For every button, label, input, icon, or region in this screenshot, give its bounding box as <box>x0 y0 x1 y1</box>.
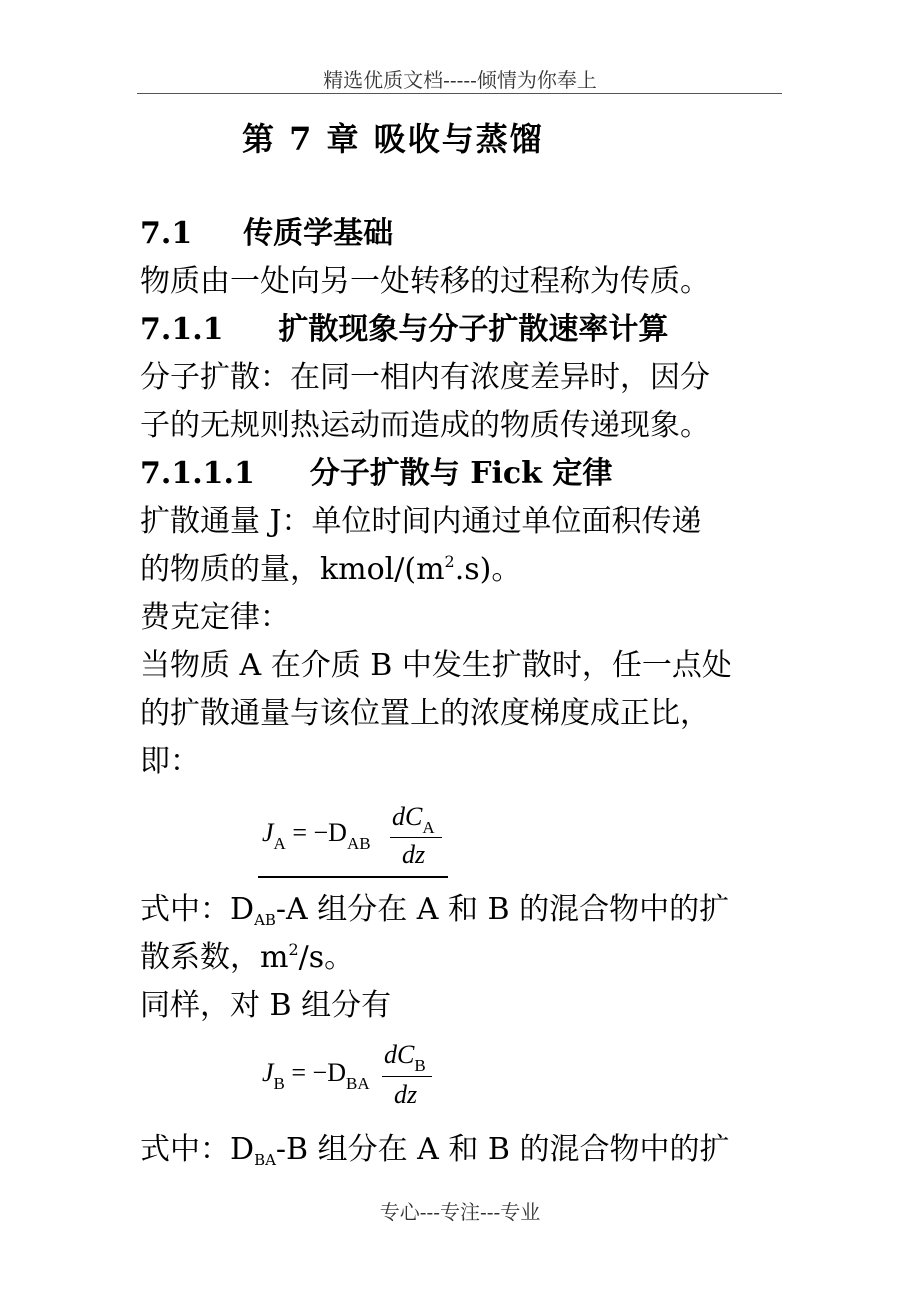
paragraph-5-line-1: 当物质 A 在介质 B 中发生扩散时，任一点处 <box>140 648 732 683</box>
paragraph-3-line-2: 的物质的量，kmol/$(m^2.s)$。 <box>140 552 522 587</box>
fraction-bar <box>382 1076 432 1077</box>
superscript: 2 <box>444 552 455 571</box>
document-page: 精选优质文档-----倾情为你奉上 第 7 章 吸收与蒸馏 7.1 传质学基础 物质由一处向另一处转移的过程称为传质。 7.1.1 扩散现象与分子扩散速率计算 分子扩散：在同一相内有浓度差异时，因分 子的无规则热运动而造成的物质传递现象。 7.1.1.1 分子扩散与 Fick 定律 扩散通量 J：单位时间内通过单位面积传递 的物质的量，kmol/$(m^2.s)$。 费克定律： 当物质 A 在介质 B 中发生扩散时，任一点处 的扩散通量与该位置上的浓度梯度成正比， 即： $J_A = -D_{AB}$ $dC_A$ dz 式中：$D_{AB}-A$ 组分在 A 和 B 的混合物中的扩 散系数，$m^2/s$。 同样，对 B 组分有 $J_B = -D_{BA}$ $dC_B$ dz 式中：$D_{BA}-B$ 组分在 A 和 B 的混合物中的扩 专心---专注---专业 <box>0 0 920 1302</box>
page-footer: 专心---专注---专业 <box>379 1200 541 1224</box>
section-title: 分子扩散与 Fick 定律 <box>309 456 613 491</box>
section-number: 7.1 <box>140 216 193 251</box>
superscript: 2 <box>288 940 299 959</box>
paragraph-7: 同样，对 B 组分有 <box>140 988 392 1023</box>
paragraph-5-line-2: 的扩散通量与该位置上的浓度梯度成正比， <box>140 696 710 731</box>
section-number: 7.1.1 <box>140 312 224 347</box>
formula-underline <box>258 876 448 878</box>
page-header: 精选优质文档-----倾情为你奉上 <box>323 68 597 92</box>
paragraph-5-line-3: 即： <box>140 744 200 779</box>
paragraph-6-line-2: 散系数，$m^2/s$。 <box>140 940 355 975</box>
section-7-1-heading <box>140 212 393 256</box>
paragraph-4: 费克定律： <box>140 600 290 635</box>
section-number: 7.1.1.1 <box>140 456 255 491</box>
subscript: AB <box>254 911 276 929</box>
paragraph-8-line-1: 式中：$D_{BA}-B$ 组分在 A 和 B 的混合物中的扩 <box>140 1132 730 1169</box>
fraction-bar <box>390 837 442 838</box>
section-7-1-1-heading <box>140 308 668 352</box>
chapter-title: 第 7 章 吸收与蒸馏 <box>242 120 544 158</box>
section-title: 扩散现象与分子扩散速率计算 <box>278 312 669 347</box>
paragraph-3-line-1: 扩散通量 J：单位时间内通过单位面积传递 <box>140 504 702 539</box>
paragraph-6-line-1: 式中：$D_{AB}-A$ 组分在 A 和 B 的混合物中的扩 <box>140 892 730 929</box>
header-rule <box>137 93 782 94</box>
paragraph-2-line-1: 分子扩散：在同一相内有浓度差异时，因分 <box>140 360 710 395</box>
subscript: BA <box>254 1151 276 1169</box>
paragraph-2-line-2: 子的无规则热运动而造成的物质传递现象。 <box>140 408 710 443</box>
section-7-1-1-1-heading <box>140 452 612 496</box>
paragraph-1: 物质由一处向另一处转移的过程称为传质。 <box>140 264 710 299</box>
section-title: 传质学基础 <box>243 216 394 251</box>
